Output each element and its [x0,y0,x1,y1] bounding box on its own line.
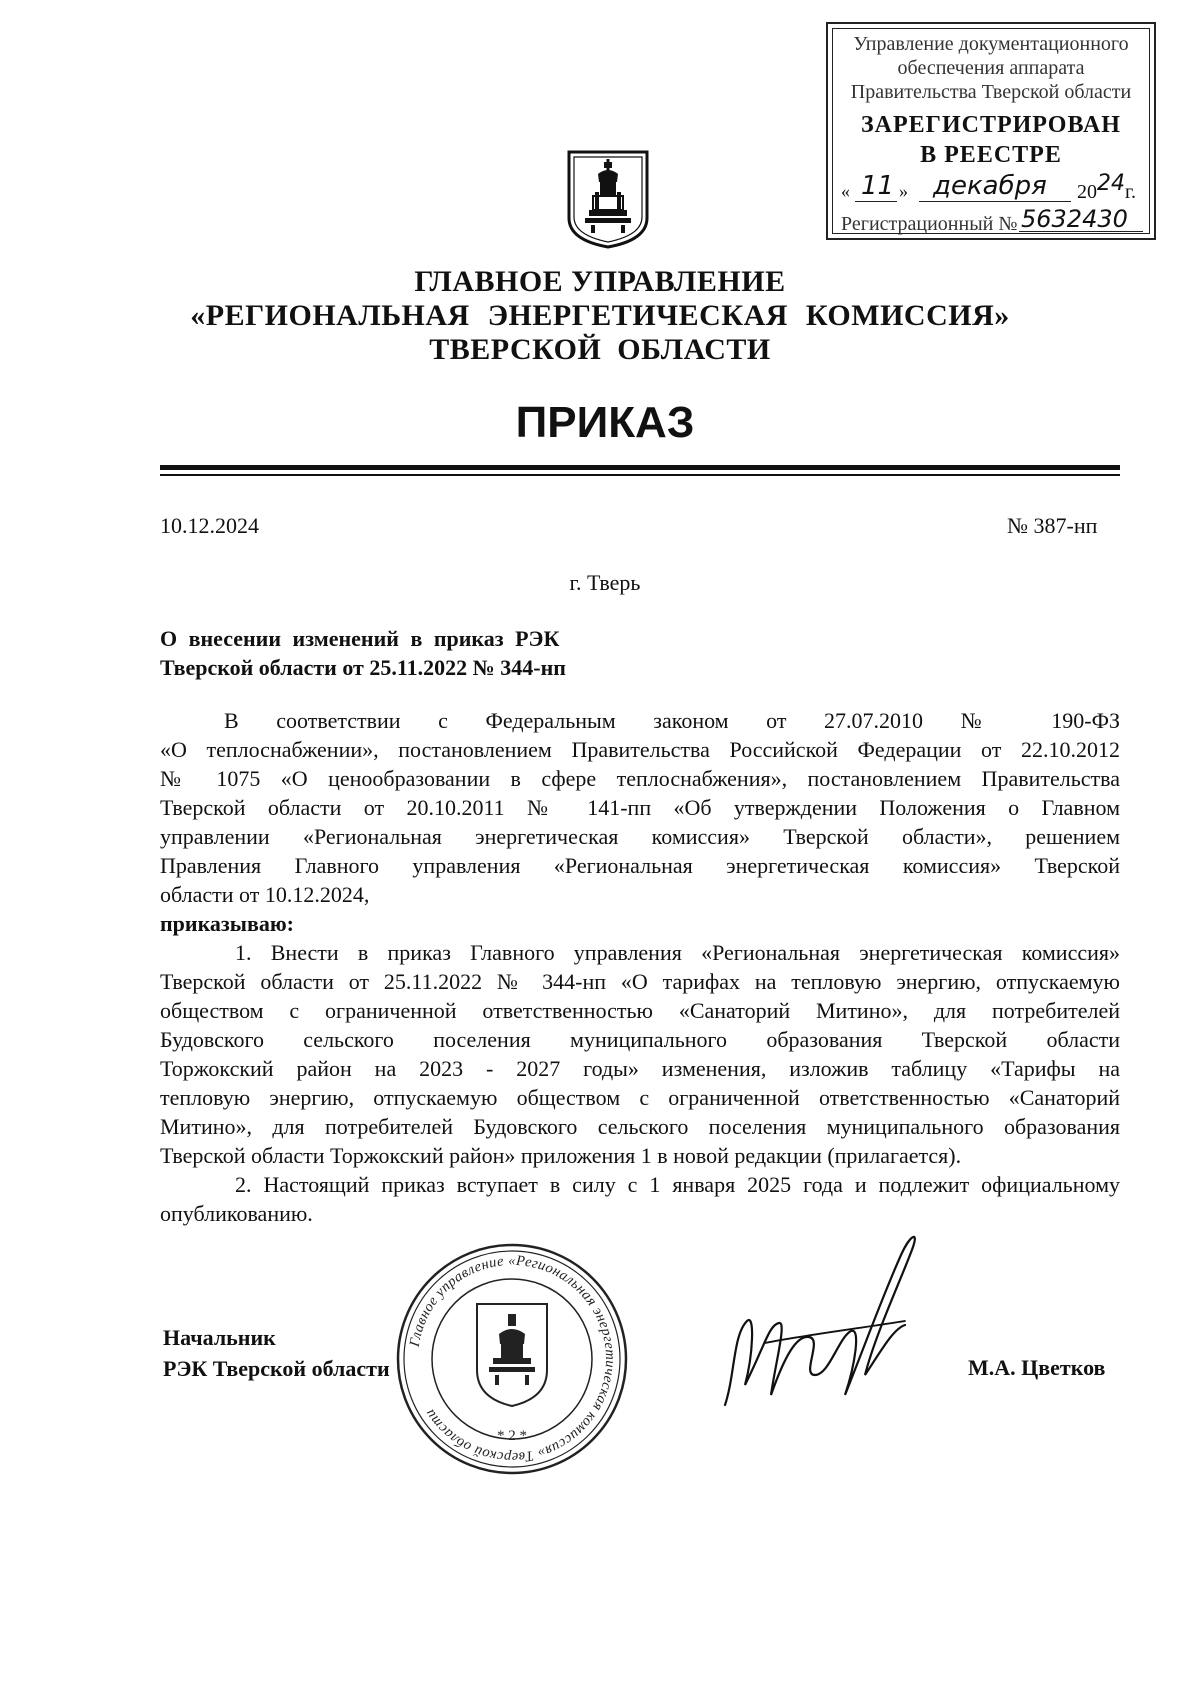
item-1-line: обществом с ограниченной ответственностью «Санаторий Митино», для потребителей [160,998,1120,1023]
svg-text:Главное управление «Региональн: Главное управление «Региональная энергетическая комиссия» Тверской области [406,1252,619,1466]
stamp-reg-label: Регистрационный № [841,213,1018,235]
document-date: 10.12.2024 [160,513,259,538]
stamp-date-quote: » [899,181,908,201]
stamp-date-underline [855,201,897,202]
stamp-org-line: Правительства Тверской области [850,81,1132,103]
org-title-line: ГЛАВНОЕ УПРАВЛЕНИЕ [414,265,786,298]
item-2-line: 2. Настоящий приказ вступает в силу с 1 января 2025 года и подлежит официальному [235,1172,1120,1197]
item-2-line: опубликованию. [160,1201,313,1226]
stamp-org-line: Управление документационного [853,33,1129,55]
item-1-line: Будовского сельского поселения муниципального образования Тверской области [160,1027,1120,1052]
signer-name: М.А. Цветков [968,1355,1106,1380]
document-city: г. Тверь [569,570,641,595]
org-title-line: ТВЕРСКОЙ ОБЛАСТИ [429,333,771,366]
item-1-line: 1. Внести в приказ Главного управления «Региональная энергетическая комиссия» [235,940,1120,965]
item-1-line: Митино», для потребителей Будовского сельского поселения муниципального образования [160,1114,1120,1139]
stamp-status: В РЕЕСТРЕ [920,142,1062,168]
handwritten-signature [705,1225,935,1430]
item-1-line: Тверской области от 25.11.2022 № 344-нп «О тарифах на тепловую энергию, отпускаемую [160,969,1120,994]
stamp-date-year-unit: г. [1125,181,1136,203]
signer-position: Начальник [163,1325,276,1350]
header-rule-thin [160,474,1120,476]
preamble-line: № 1075 «О ценообразовании в сфере теплоснабжения», постановлением Правительства [160,766,1120,791]
preamble-line: Правления Главного управления «Региональная энергетическая комиссия» Тверской [160,853,1120,878]
stamp-date-day: 11 [861,171,895,201]
stamp-date-month: декабря [933,171,1047,201]
stamp-date-year-prefix: 20 [1077,181,1097,203]
item-1-line: Торжокский район на 2023 - 2027 годы» изменения, изложив таблицу «Тарифы на [160,1056,1120,1081]
preamble-line: области от 10.12.2024, [160,882,370,907]
header-rule-thick [160,465,1120,470]
preamble-line: В соответствии с Федеральным законом от 27.07.2010 № 190-ФЗ [224,708,1120,733]
document-number: № 387-нп [1007,513,1098,538]
preamble-line: «О теплоснабжении», постановлением Правительства Российской Федерации от 22.10.2012 [160,737,1120,762]
preamble-line: управлении «Региональная энергетическая комиссия» Тверской области», решением [160,824,1120,849]
stamp-date-year: 24 [1097,171,1125,196]
org-title-line: «РЕГИОНАЛЬНАЯ ЭНЕРГЕТИЧЕСКАЯ КОМИССИЯ» [190,299,1010,332]
stamp-reg-number [841,205,1147,235]
stamp-status: ЗАРЕГИСТРИРОВАН [861,112,1121,138]
registration-stamp [826,22,1156,240]
official-seal [393,1240,631,1478]
item-1-line: Тверской области Торжокский район» приложения 1 в новой редакции (прилагается). [160,1143,962,1168]
order-word: приказываю: [160,911,294,936]
signer-position: РЭК Тверской области [163,1356,390,1381]
stamp-date-underline [919,201,1071,202]
item-1-line: тепловую энергию, отпускаемую обществом с ограниченной ответственностью «Санаторий [160,1085,1120,1110]
stamp-org-line: обеспечения аппарата [897,57,1085,79]
document-type-title: ПРИКАЗ [515,398,695,447]
stamp-reg-value: 5632430 [1021,205,1128,233]
subject-line: Тверской области от 25.11.2022 № 344-нп [160,655,566,680]
stamp-date [841,171,1147,207]
subject-line: О внесении изменений в приказ РЭК [160,626,560,651]
preamble-line: Тверской области от 20.10.2011 № 141-пп «Об утверждении Положения о Главном [160,795,1120,820]
coat-of-arms-icon [565,148,651,250]
seal-number: * 2 * [497,1428,527,1444]
stamp-reg-underline [1019,231,1143,232]
stamp-date-quote: « [841,181,850,201]
